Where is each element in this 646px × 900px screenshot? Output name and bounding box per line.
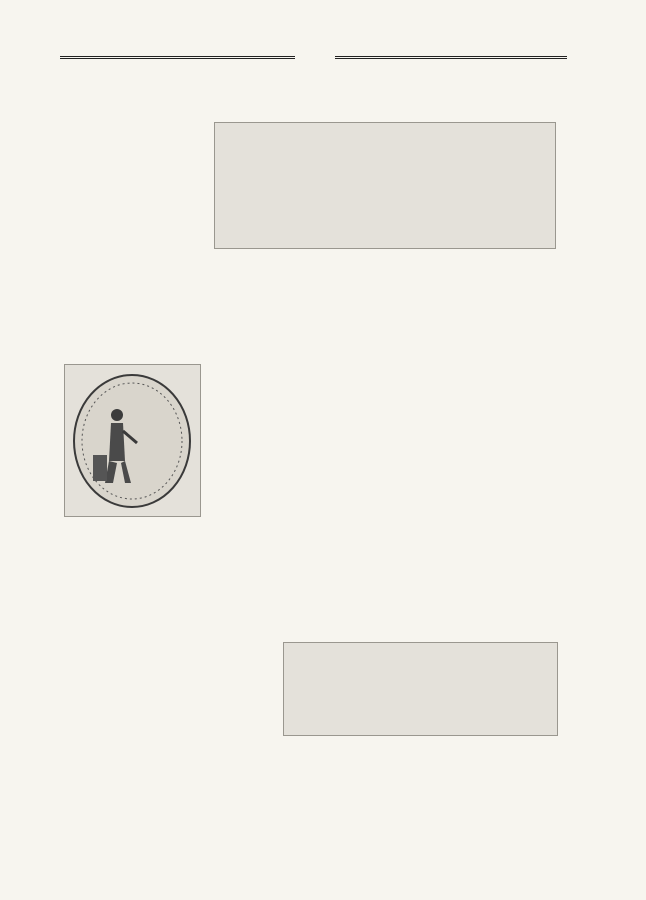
- header-rule-left: [60, 56, 295, 59]
- coin-image: [65, 365, 200, 516]
- figure-fruit-sellers-inscription: [283, 642, 558, 736]
- header-rule-right: [335, 56, 567, 59]
- figure-holconius-inscription: [214, 122, 556, 249]
- figure-coin: [64, 364, 201, 517]
